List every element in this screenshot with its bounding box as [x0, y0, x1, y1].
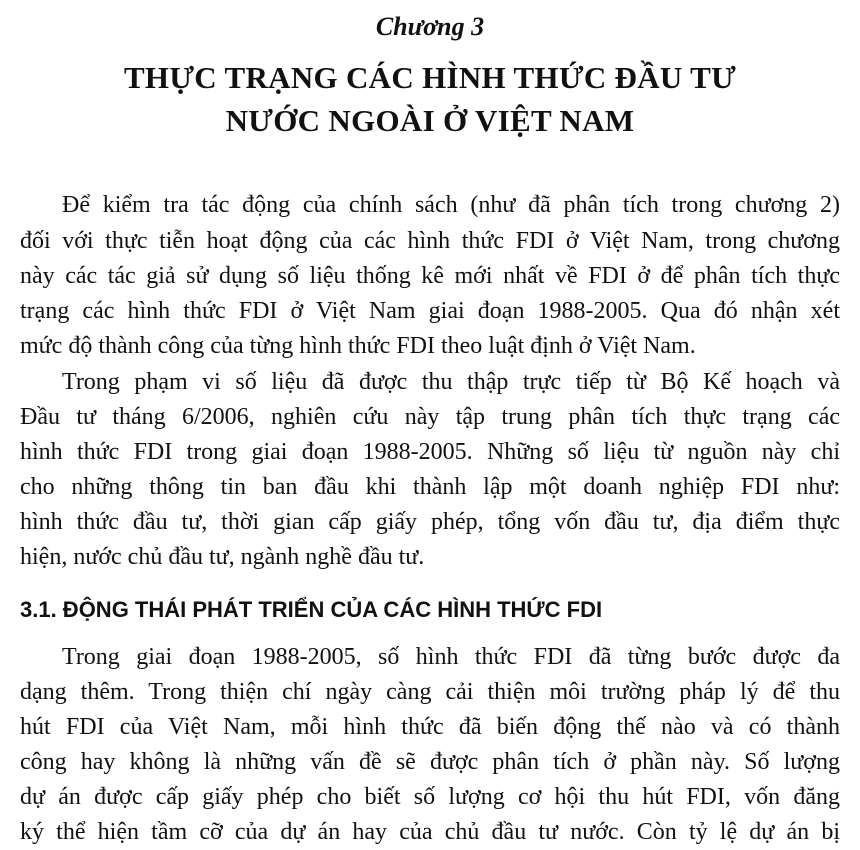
section-paragraph-line-3: hút FDI của Việt Nam, mỗi hình thức đã biến động thế nào và có thành — [20, 714, 840, 740]
paragraph-2-line-3: hình thức FDI trong giai đoạn 1988-2005. Những số liệu từ nguồn này chỉ — [20, 439, 840, 465]
section-paragraph-line-1: Trong giai đoạn 1988-2005, số hình thức FDI đã từng bước được đa — [62, 644, 840, 670]
paragraph-2-line-2: Đầu tư tháng 6/2006, nghiên cứu này tập trung phân tích thực trạng các — [20, 404, 840, 430]
paragraph-1-line-5: mức độ thành công của từng hình thức FDI theo luật định ở Việt Nam. — [20, 333, 696, 359]
paragraph-1-line-1: Để kiểm tra tác động của chính sách (như đã phân tích trong chương 2) — [62, 192, 840, 218]
section-paragraph-line-4: công hay không là những vấn đề sẽ được phân tích ở phần này. Số lượng — [20, 749, 840, 775]
section-paragraph-line-5: dự án được cấp giấy phép cho biết số lượng cơ hội thu hút FDI, vốn đăng — [20, 784, 840, 810]
chapter-label: Chương 3 — [375, 12, 485, 41]
paragraph-2-line-6: hiện, nước chủ đầu tư, ngành nghề đầu tư. — [20, 544, 425, 570]
paragraph-2-line-1: Trong phạm vi số liệu đã được thu thập trực tiếp từ Bộ Kế hoạch và — [62, 369, 840, 395]
paragraph-1-line-2: đối với thực tiễn hoạt động của các hình thức FDI ở Việt Nam, trong chương — [20, 228, 840, 254]
chapter-title-line-2: NƯỚC NGOÀI Ở VIỆT NAM — [225, 103, 635, 138]
paragraph-1-line-4: trạng các hình thức FDI ở Việt Nam giai đoạn 1988-2005. Qua đó nhận xét — [20, 298, 840, 324]
section-heading: 3.1. ĐỘNG THÁI PHÁT TRIỂN CỦA CÁC HÌNH THỨC FDI — [20, 597, 603, 622]
paragraph-1-line-3: này các tác giả sử dụng số liệu thống kê mới nhất về FDI ở để phân tích thực — [20, 263, 840, 289]
section-paragraph-line-2: dạng thêm. Trong thiện chí ngày càng cải thiện môi trường pháp lý để thu — [20, 679, 840, 705]
paragraph-2-line-4: cho những thông tin ban đầu khi thành lập một doanh nghiệp FDI như: — [20, 474, 840, 500]
section-paragraph-line-6: ký thể hiện tầm cỡ của dự án hay của chủ đầu tư nước. Còn tỷ lệ dự án bị — [20, 819, 840, 845]
paragraph-2-line-5: hình thức đầu tư, thời gian cấp giấy phép, tổng vốn đầu tư, địa điểm thực — [20, 509, 840, 535]
chapter-title-line-1: THỰC TRẠNG CÁC HÌNH THỨC ĐẦU TƯ — [123, 60, 737, 95]
